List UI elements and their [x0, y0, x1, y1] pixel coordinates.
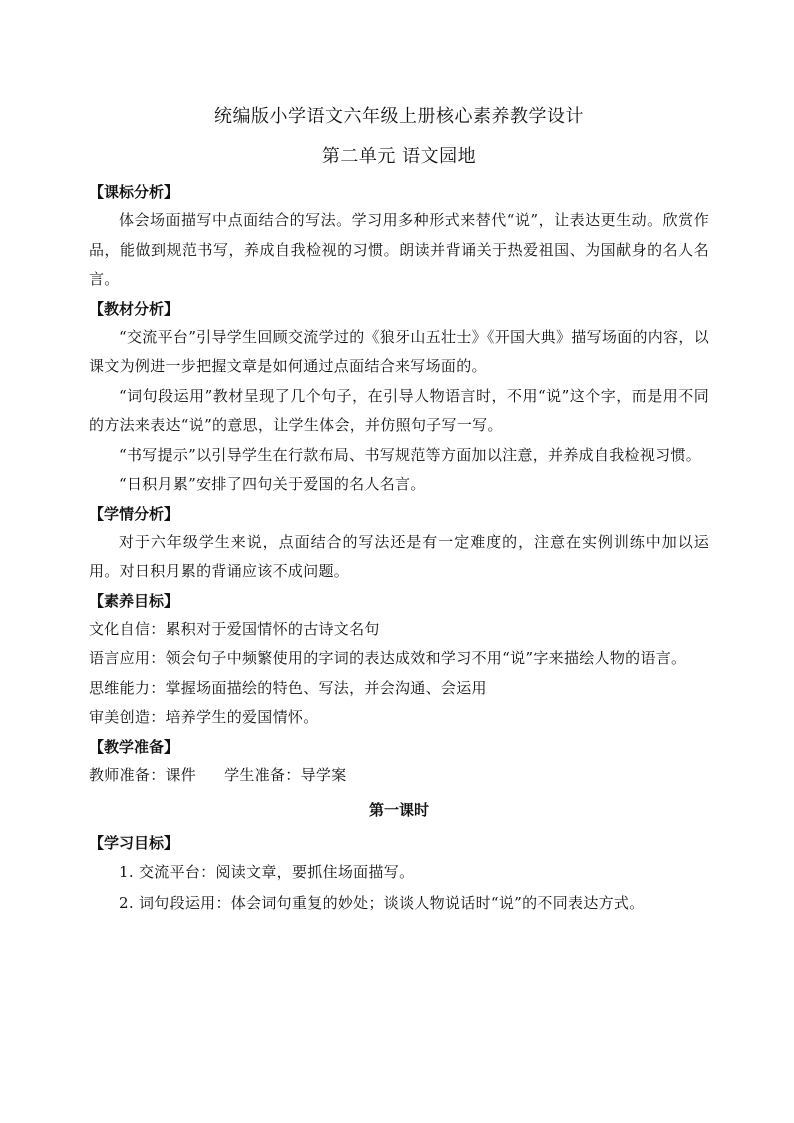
goal-language: 语言应用：领会句子中频繁使用的字词的表达成效和学习不用“说”字来描绘人物的语言。 — [89, 649, 687, 667]
paragraph-jiaocai-4: “日积月累”安排了四句关于爱国的名人名言。 — [119, 475, 426, 493]
section-heading-zhunbei: 【教学准备】 — [89, 737, 180, 756]
paragraph-jiaocai-1: “交流平台”引导学生回顾交流学过的《狼牙山五壮士》《开国大典》描写场面的内容，以课文为例进一步把握文章是如何通过点面结合来写场面的。 — [89, 327, 709, 375]
paragraph-xueqing: 对于六年级学生来说，点面结合的写法还是有一定难度的，注意在实例训练中加以运用。对日积月累的背诵应该不成问题。 — [89, 532, 709, 580]
document-body — [89, 102, 709, 919]
preparation-line — [89, 761, 709, 791]
student-preparation: 学生准备：导学案 — [224, 765, 347, 784]
lesson-title: 第一课时 — [368, 801, 429, 819]
paragraph-jiaocai-2: “词句段运用”教材呈现了几个句子，在引导人物语言时，不用“说”这个字，而是用不同的方法来表达“说”的意思，让学生体会，并仿照句子写一写。 — [89, 386, 709, 434]
goal-thinking: 思维能力：掌握场面描绘的特色、写法，并会沟通、会运用 — [89, 678, 487, 697]
teacher-preparation: 教师准备：课件 — [89, 765, 197, 784]
section-heading-jiaocai: 【教材分析】 — [89, 299, 180, 318]
section-heading-mubiao: 【学习目标】 — [89, 834, 180, 852]
section-heading-xueqing: 【学情分析】 — [89, 504, 180, 523]
goal-culture: 文化自信：累积对于爱国情怀的古诗文名句 — [89, 619, 380, 638]
paragraph-jiaocai-3: “书写提示”以引导学生在行款布局、书写规范等方面加以注意，并养成自我检视习惯。 — [119, 445, 702, 464]
goal-aesthetics: 审美创造：培养学生的爱国情怀。 — [89, 708, 319, 726]
section-heading-suyang: 【素养目标】 — [89, 591, 180, 610]
paragraph-kebiao: 体会场面描写中点面结合的写法。学习用多种形式来替代“说”，让表达更生动。欣赏作品，能做到规范书写，养成自我检视的习惯。朗读并背诵关于热爱祖国、为国献身的名人名言。 — [89, 211, 709, 288]
document-subtitle: 第二单元 语文园地 — [321, 146, 477, 167]
learning-goal-1: 1. 交流平台：阅读文章，要抓住场面描写。 — [119, 863, 415, 881]
learning-goal-2: 2. 词句段运用：体会词句重复的妙处；谈谈人物说话时“说”的不同表达方式。 — [119, 894, 645, 912]
section-heading-kebiao: 【课标分析】 — [89, 183, 180, 201]
document-title: 统编版小学语文六年级上册核心素养教学设计 — [214, 106, 584, 127]
